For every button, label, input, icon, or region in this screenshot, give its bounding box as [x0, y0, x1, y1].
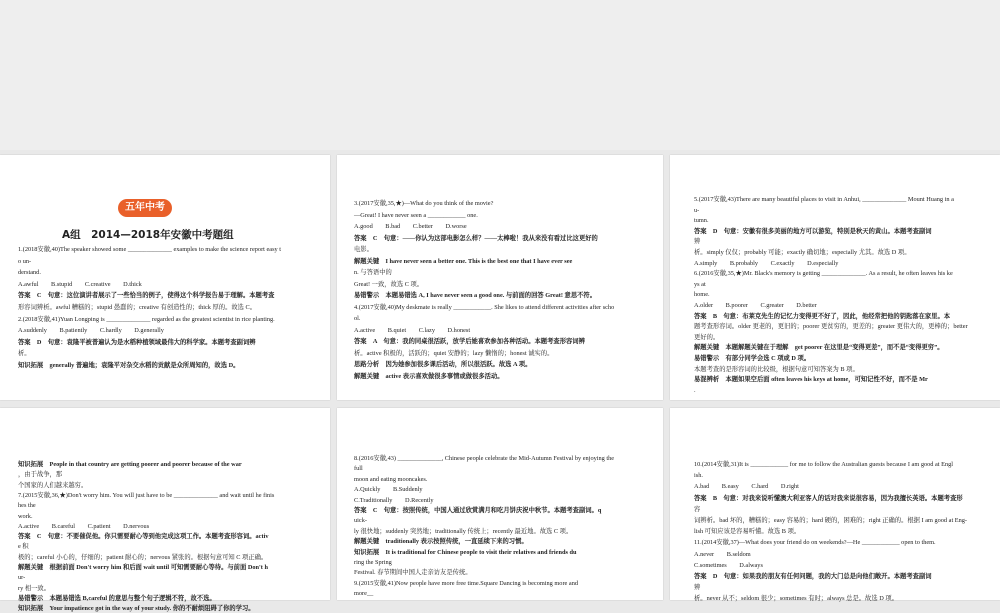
text-line: 析。active 积极的，活跃的；quiet 安静的；lazy 懒惰的；honest 诚实的。	[354, 349, 554, 357]
group-title: A组 2014—2018年安徽中考题组	[62, 229, 234, 241]
text-line: ，由于战争，那	[18, 471, 63, 479]
text-line: 7.(2015安徽,36,★)Don't worry him. You will just have to be ______________ and wait until he finis	[18, 491, 275, 499]
text-line: 答案 A 句意：我的同桌很活跃，放学后她喜欢参加各种活动。本题考查形容词辨	[354, 338, 585, 345]
text-line: 容	[694, 505, 701, 513]
text-line: 易错警示 本题易错选 B,careful 的意思与整个句子逻辑不符，故不选。	[18, 594, 216, 602]
text-line: ys at	[694, 280, 706, 288]
text-line: 3.(2017安徽,35,★)—What do you think of the movie?	[354, 200, 494, 207]
text-line: 解题关键 traditionally 表示按照传统，一直延续下来的习惯。	[354, 538, 528, 546]
text-line: 题考查形容词。older 更老的，更旧的；poorer 更贫穷的，更差的；greater 更伟大的，更棒的；better	[694, 323, 968, 331]
text-line: 5.(2017安徽,43)There are many beautiful places to visit in Anhui, ______________ Mount Huang in a	[694, 196, 954, 203]
text-line: n. 与答语中的	[354, 269, 392, 276]
document-page-3	[670, 155, 1000, 400]
text-line: 知识拓展 It is traditional for Chinese people to visit their relatives and friends du	[354, 548, 577, 556]
text-line: 个国家的人们越来越穷。	[18, 481, 88, 489]
text-line: A.simply B.probably C.exactly D.especially	[694, 259, 839, 267]
text-line: o un-	[18, 257, 32, 265]
text-line: A.bad B.easy C.hard D.right	[694, 483, 799, 491]
text-line: C.sometimes D.always	[694, 561, 763, 569]
document-page-5	[337, 408, 663, 600]
text-line: 答案 C 句意：不要催促他。你只需要耐心等到他完成这项工作。本题考查形容词。activ	[18, 533, 269, 541]
text-line: hes the	[18, 502, 36, 510]
text-line: home.	[694, 291, 710, 299]
text-line: 10.(2014安徽,31)It is ____________ for me to follow the Australian guests because I am good at Engl	[694, 461, 954, 468]
text-line: A.older B.poorer C.greater D.better	[694, 302, 817, 309]
text-line: 答案 B 句意：布莱克先生的记忆力变得更不好了，因此，他经常把他的钥匙落在家里。本	[694, 312, 951, 320]
section-badge: 五年中考	[118, 199, 172, 217]
document-page-2	[337, 155, 663, 400]
text-line: 解题关键 active 表示喜欢做很多事情或做很多活动。	[354, 372, 504, 380]
text-line: 形容词辨析。awful 糟糕的；stupid 愚蠢的；creative 有创造性的；thick 厚的。故选 C。	[18, 304, 257, 311]
text-line: work.	[18, 512, 33, 520]
text-line: ol.	[354, 315, 361, 322]
text-line: 1.(2018安徽,40)The speaker showed some ______________ examples to make the science report easy t	[18, 246, 281, 253]
text-line: A.active B.careful C.patient D.nervous	[18, 522, 150, 530]
text-line: 析。never 从不；seldom 很少；sometimes 有时；always 总是。故选 D 项。	[694, 595, 898, 603]
text-line: e 积	[18, 543, 29, 551]
text-line: 答案 C 句意：——你认为这部电影怎么样？——太棒啦！我从来没有看过比这更好的	[354, 234, 598, 242]
text-line: derstand.	[18, 269, 41, 277]
text-line: Festival. 春节期间中国人走亲访友是传统。	[354, 569, 472, 577]
text-line: A.never B.seldom	[694, 550, 751, 558]
text-line: 易错警示 有部分同学会选 C 项或 D 项。	[694, 355, 811, 362]
viewer-background	[0, 0, 1000, 150]
text-line: 解题关键 根据前面 Don't worry him 和后面 wait until 可知需要耐心等待。与前面 Don't h	[18, 564, 268, 571]
text-line: 易错警示 本题易错选 A, I have never seen a good one. 与前面的回答 Great! 意思不符。	[354, 292, 597, 299]
text-line: ly 很快地；suddenly 突然地；traditionally 传统上；recently 最近地。故选 C 项。	[354, 527, 573, 535]
text-line: C.Traditionally D.Recently	[354, 496, 434, 504]
text-line: 答案 D 句意：安徽有很多美丽的地方可以游览，特别是秋天的黄山。本题考查副词	[694, 227, 932, 235]
text-line: A.awful B.stupid C.creative D.thick	[18, 280, 142, 288]
text-line: u-	[694, 206, 700, 214]
text-line: 4.(2017安徽,40)My deskmate is really ____________. She likes to attend different activities after scho	[354, 303, 615, 311]
text-line: 本题考查的是形容词的比较级，根据句意可知答案为 B 项。	[694, 365, 859, 373]
text-line: .	[694, 386, 696, 394]
text-line: 解题关键 本题解题关键在于理解 get poorer 在这里是“变得更差”，而不是“变得更穷”。	[694, 344, 944, 352]
text-line: 词辨析。bad 坏的，糟糕的；easy 容易的；hard 硬的，困难的；right 正确的。根据 I am good at Eng-	[694, 517, 968, 524]
text-line: 知识拓展 Your impatience got in the way of your study. 你的不耐烦阻碍了你的学习。	[18, 605, 255, 613]
text-line: 知识拓展 People in that country are getting poorer and poorer because of the war	[18, 461, 242, 468]
text-line: Great! 一致，故选 C 项。	[354, 280, 424, 288]
text-line: 易混辨析 本题如果空后面 often leaves his keys at home，可知记性不好，而不是 Mr	[694, 376, 928, 384]
text-line: 电影。	[354, 246, 373, 253]
text-line: A.active B.quiet C.lazy D.honest	[354, 326, 471, 334]
text-line: 答案 C 句意：这位演讲者展示了一些恰当的例子，使得这个科学报告易于理解。本题考查	[18, 292, 275, 300]
text-line: —Great! I have never seen a ____________ one.	[354, 211, 478, 219]
text-line: 解题关键 I have never seen a better one. This is the best one that I have ever see	[354, 257, 573, 265]
text-line: 析。	[18, 350, 31, 358]
text-line: A.good B.bad C.better D.worse	[354, 223, 467, 230]
text-line: A.Quickly B.Suddenly	[354, 486, 423, 494]
text-line: 知识拓展 generally 普遍地；袁隆平对杂交水稻的贡献是众所周知的，故选 D。	[18, 362, 240, 369]
text-line: 答案 D 句意：袁隆平被普遍认为是水稻种植领域最伟大的科学家。本题考查副词辨	[18, 338, 256, 346]
text-line: 8.(2016安徽,43) ______________, Chinese people celebrate the Mid-Autumn Festival by enjoying the	[354, 455, 615, 462]
text-line: full	[354, 465, 363, 473]
text-line: 思路分析 因为她参加很多课后活动，所以很活跃。故选 A 项。	[354, 361, 532, 368]
text-line: 辨	[694, 584, 701, 592]
document-page-6	[670, 408, 1000, 603]
text-line: 6.(2016安徽,35,★)Mr. Black's memory is getting ______________. As a result, he often leaves his ke	[694, 270, 953, 278]
text-line: 辨	[694, 238, 701, 246]
text-line: moon and eating mooncakes.	[354, 475, 428, 483]
text-line: 答案 B 句意：对我来说听懂澳大利亚客人的话对我来说很容易，因为我擅长英语。本题考查形	[694, 494, 963, 502]
document-page-4	[0, 408, 330, 613]
document-page-1	[0, 155, 330, 400]
text-line: 极的；careful 小心的，仔细的；patient 耐心的；nervous 紧张的。根据句意可知 C 项正确。	[18, 553, 268, 561]
text-line: 9.(2015安徽,41)Now people have more free time.Square Dancing is becoming more and	[354, 579, 578, 587]
text-line: 析。simply 仅仅；probably 可能；exactly 确切地；especially 尤其。故选 D 项。	[694, 249, 911, 256]
text-line: 更好的。	[694, 333, 720, 341]
text-line: tumn.	[694, 217, 709, 225]
text-line: 2.(2018安徽,41)Yuan Longping is ______________ regarded as the greatest scientist in rice planting.	[18, 315, 275, 323]
text-line: ur-	[18, 574, 26, 582]
text-line: ish.	[694, 472, 703, 480]
text-line: A.suddenly B.patiently C.hardly D.generally	[18, 327, 164, 335]
text-line: 答案 C 句意：按照传统，中国人通过欣赏满月和吃月饼庆祝中秋节。本题考查副词。q	[354, 507, 602, 514]
text-line: lish 可知应该是容易听懂。故选 B 项。	[694, 528, 801, 536]
text-line: uick-	[354, 517, 367, 525]
text-line: ry 相一致。	[18, 584, 51, 592]
text-line: more__	[354, 590, 374, 598]
text-line: 11.(2014安徽,37)—What does your friend do on weekends?—He ____________ open to them.	[694, 539, 936, 547]
text-line: ring the Spring	[354, 559, 392, 566]
text-line: 答案 D 句意：如果我的朋友有任何问题，我的大门总是向他们敞开。本题考查副词	[694, 573, 932, 580]
